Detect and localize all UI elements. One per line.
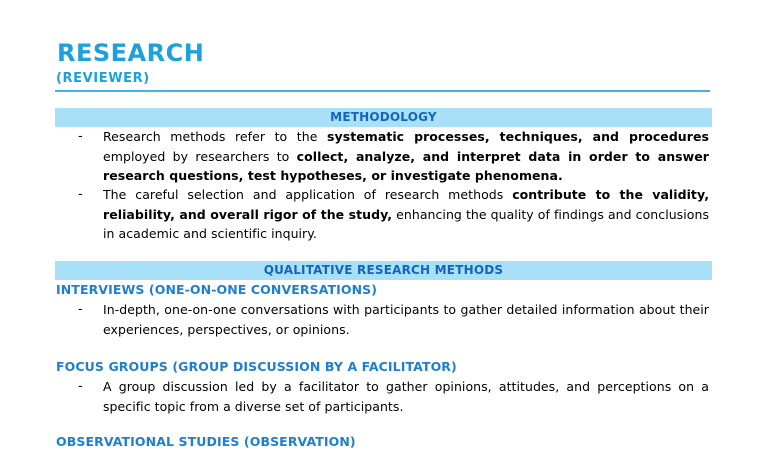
bullet-dash: -	[78, 379, 83, 394]
document-subtitle: (REVIEWER)	[56, 71, 150, 86]
focus-groups-subheading: FOCUS GROUPS (GROUP DISCUSSION BY A FACILITATOR)	[56, 359, 457, 374]
bullet-text-bold-part: contribute to the validity, reliability, and overall rigor of the study,	[103, 187, 709, 222]
bullet-text-part: Research methods refer to the	[103, 129, 328, 144]
bullet-text-bold-part: systematic processes, techniques, and procedures	[327, 129, 709, 144]
interviews-subheading: INTERVIEWS (ONE-ON-ONE CONVERSATIONS)	[56, 282, 378, 297]
observational-studies-subheading: OBSERVATIONAL STUDIES (OBSERVATION)	[56, 434, 356, 449]
bullet-dash: -	[78, 302, 83, 317]
title-divider	[55, 90, 710, 92]
bullet-text-part: employed by researchers to	[103, 148, 297, 164]
bullet-text	[103, 300, 709, 339]
qualitative-section-heading: QUALITATIVE RESEARCH METHODS	[55, 261, 712, 280]
bullet-text-part: enhancing the quality of findings and conclusions in academic and scientific inquiry.	[103, 206, 710, 241]
bullet-text-part: A group discussion led by a facilitator to gather opinions, attitudes, and perceptions on a specific topic from a diverse set of participants.	[103, 379, 709, 414]
bullet-text	[103, 377, 709, 416]
bullet-dash: -	[78, 187, 83, 202]
bullet-text-bold-part: collect, analyze, and interpret data in order to answer research questions, test hypotheses, or investigate phenomena.	[103, 148, 709, 183]
bullet-text-part: The careful selection and application of research methods	[103, 187, 513, 202]
bullet-text	[103, 127, 709, 186]
bullet-text-part: In-depth, one-on-one conversations with participants to gather detailed information about their experiences, perspectives, or opinions.	[103, 302, 709, 337]
document-title: RESEARCH	[57, 39, 205, 67]
bullet-dash: -	[78, 129, 83, 144]
methodology-section-heading: METHODOLOGY	[55, 108, 712, 127]
bullet-text	[103, 185, 709, 244]
